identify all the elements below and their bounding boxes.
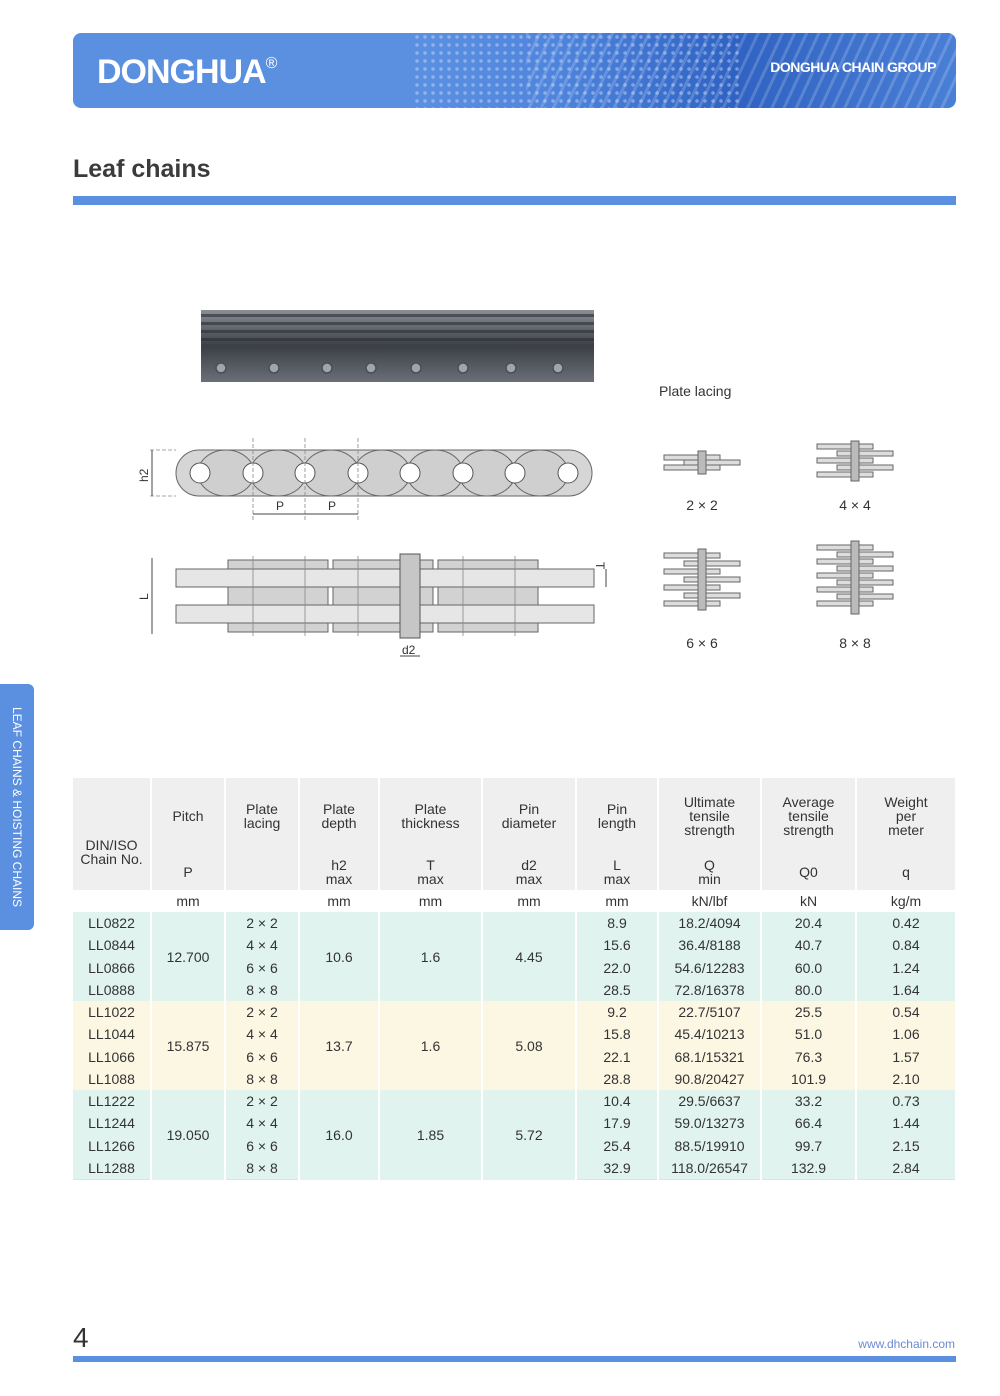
cell-pin-length: 32.9 (576, 1157, 658, 1180)
cell-lacing: 2 × 2 (225, 1090, 299, 1112)
cell-pin-length: 10.4 (576, 1090, 658, 1112)
cell-pitch: 19.050 (151, 1090, 225, 1180)
unit-pin-length: mm (576, 890, 658, 912)
symbol-lacing (225, 854, 299, 890)
header-banner (73, 33, 956, 108)
col-header-plate-depth: Plate depth (299, 778, 379, 854)
cell-chain-no: LL1044 (73, 1023, 151, 1045)
cell-pin-length: 9.2 (576, 1001, 658, 1023)
symbol-ultimate: Q min (658, 854, 761, 890)
cell-chain-no: LL1244 (73, 1112, 151, 1134)
group-name: DONGHUA CHAIN GROUP (770, 59, 936, 75)
cell-weight: 0.84 (856, 934, 956, 956)
plate-lacing-title: Plate lacing (659, 383, 732, 399)
symbol-thickness: T max (379, 854, 482, 890)
cell-weight: 1.06 (856, 1023, 956, 1045)
cell-ultimate: 88.5/19910 (658, 1135, 761, 1157)
lacing-8x8-diagram (815, 540, 895, 616)
cell-ultimate: 72.8/16378 (658, 979, 761, 1001)
cell-average: 66.4 (761, 1112, 856, 1134)
cell-ultimate: 118.0/26547 (658, 1157, 761, 1180)
lacing-2x2-label: 2 × 2 (686, 497, 718, 513)
cell-ultimate: 22.7/5107 (658, 1001, 761, 1023)
cell-lacing: 4 × 4 (225, 1112, 299, 1134)
cell-ultimate: 54.6/12283 (658, 957, 761, 979)
cell-thickness: 1.6 (379, 912, 482, 1001)
col-header-weight: Weight per meter (856, 778, 956, 854)
cell-weight: 2.10 (856, 1068, 956, 1090)
dim-label-l: L (137, 593, 151, 600)
cell-average: 20.4 (761, 912, 856, 934)
cell-pitch: 12.700 (151, 912, 225, 1001)
cell-pitch: 15.875 (151, 1001, 225, 1090)
cell-pin-length: 15.8 (576, 1023, 658, 1045)
cell-depth: 16.0 (299, 1090, 379, 1180)
cell-thickness: 1.85 (379, 1090, 482, 1180)
cell-ultimate: 59.0/13273 (658, 1112, 761, 1134)
unit-pitch: mm (151, 890, 225, 912)
unit-average: kN (761, 890, 856, 912)
symbol-weight: q (856, 854, 956, 890)
dim-label-p-1: P (276, 499, 285, 513)
cell-ultimate: 90.8/20427 (658, 1068, 761, 1090)
page-number: 4 (73, 1322, 89, 1353)
cell-lacing: 8 × 8 (225, 1068, 299, 1090)
unit-depth: mm (299, 890, 379, 912)
cell-chain-no: LL0844 (73, 934, 151, 956)
cell-chain-no: LL1222 (73, 1090, 151, 1112)
lacing-6x6-label: 6 × 6 (686, 635, 718, 651)
cell-pin-diameter: 5.08 (482, 1001, 576, 1090)
cell-chain-no: LL1088 (73, 1068, 151, 1090)
cell-lacing: 8 × 8 (225, 1157, 299, 1180)
cell-chain-no: LL0888 (73, 979, 151, 1001)
cell-weight: 2.84 (856, 1157, 956, 1180)
lacing-2x2-diagram (662, 450, 742, 476)
cell-average: 76.3 (761, 1046, 856, 1068)
cell-ultimate: 45.4/10213 (658, 1023, 761, 1045)
cell-ultimate: 29.5/6637 (658, 1090, 761, 1112)
website-link[interactable]: www.dhchain.com (858, 1337, 955, 1351)
cell-lacing: 6 × 6 (225, 1135, 299, 1157)
leaf-chain-spec-table (73, 778, 957, 1180)
cell-average: 132.9 (761, 1157, 856, 1180)
cell-weight: 1.64 (856, 979, 956, 1001)
title-divider (73, 196, 956, 205)
unit-thickness: mm (379, 890, 482, 912)
cell-lacing: 8 × 8 (225, 979, 299, 1001)
cell-pin-length: 22.0 (576, 957, 658, 979)
cell-weight: 2.15 (856, 1135, 956, 1157)
col-header-chain-no: DIN/ISO Chain No. (73, 778, 151, 890)
symbol-pitch: P (151, 854, 225, 890)
table-row (73, 1090, 956, 1112)
cell-pin-diameter: 5.72 (482, 1090, 576, 1180)
lacing-6x6-diagram (662, 548, 742, 612)
cell-lacing: 6 × 6 (225, 1046, 299, 1068)
cell-average: 25.5 (761, 1001, 856, 1023)
cell-pin-length: 28.5 (576, 979, 658, 1001)
donghua-logo: DONGHUA® (97, 53, 277, 91)
col-header-pitch: Pitch (151, 778, 225, 854)
cell-average: 80.0 (761, 979, 856, 1001)
cell-average: 40.7 (761, 934, 856, 956)
symbol-pin-diameter: d2 max (482, 854, 576, 890)
cell-pin-length: 17.9 (576, 1112, 658, 1134)
cell-ultimate: 36.4/8188 (658, 934, 761, 956)
lacing-8x8-label: 8 × 8 (839, 635, 871, 651)
unit-weight: kg/m (856, 890, 956, 912)
cell-pin-length: 22.1 (576, 1046, 658, 1068)
cell-lacing: 6 × 6 (225, 957, 299, 979)
unit-chain-no (73, 890, 151, 912)
page-title: Leaf chains (73, 155, 211, 183)
unit-lacing (225, 890, 299, 912)
cell-chain-no: LL0822 (73, 912, 151, 934)
unit-pin-diameter: mm (482, 890, 576, 912)
dim-label-p-2: P (328, 499, 337, 513)
cell-weight: 1.44 (856, 1112, 956, 1134)
cell-weight: 0.73 (856, 1090, 956, 1112)
col-header-plate-thickness: Plate thickness (379, 778, 482, 854)
cell-average: 51.0 (761, 1023, 856, 1045)
cell-chain-no: LL1266 (73, 1135, 151, 1157)
cell-chain-no: LL1066 (73, 1046, 151, 1068)
cell-thickness: 1.6 (379, 1001, 482, 1090)
cell-average: 33.2 (761, 1090, 856, 1112)
dim-label-h2: h2 (137, 468, 151, 482)
cell-lacing: 4 × 4 (225, 1023, 299, 1045)
cell-lacing: 2 × 2 (225, 912, 299, 934)
col-header-pin-length: Pin length (576, 778, 658, 854)
cell-pin-length: 15.6 (576, 934, 658, 956)
chain-side-view-drawing (130, 430, 610, 530)
cell-average: 101.9 (761, 1068, 856, 1090)
cell-weight: 0.54 (856, 1001, 956, 1023)
cell-chain-no: LL1022 (73, 1001, 151, 1023)
lacing-4x4-diagram (815, 440, 895, 484)
table-row (73, 1001, 956, 1023)
col-header-plate-lacing: Plate lacing (225, 778, 299, 854)
cell-pin-length: 28.8 (576, 1068, 658, 1090)
col-header-average-strength: Average tensile strength (761, 778, 856, 854)
unit-ultimate: kN/lbf (658, 890, 761, 912)
chain-top-view-drawing (130, 548, 610, 668)
footer-divider (73, 1356, 956, 1362)
cell-chain-no: LL1288 (73, 1157, 151, 1180)
col-header-pin-diameter: Pin diameter (482, 778, 576, 854)
cell-chain-no: LL0866 (73, 957, 151, 979)
cell-depth: 10.6 (299, 912, 379, 1001)
side-section-tab[interactable] (0, 684, 34, 930)
symbol-pin-length: L max (576, 854, 658, 890)
cell-ultimate: 18.2/4094 (658, 912, 761, 934)
cell-weight: 1.24 (856, 957, 956, 979)
cell-lacing: 2 × 2 (225, 1001, 299, 1023)
cell-average: 60.0 (761, 957, 856, 979)
cell-ultimate: 68.1/15321 (658, 1046, 761, 1068)
cell-weight: 0.42 (856, 912, 956, 934)
cell-depth: 13.7 (299, 1001, 379, 1090)
cell-average: 99.7 (761, 1135, 856, 1157)
lacing-4x4-label: 4 × 4 (839, 497, 871, 513)
col-header-ultimate-strength: Ultimate tensile strength (658, 778, 761, 854)
table-row (73, 912, 956, 934)
cell-pin-length: 8.9 (576, 912, 658, 934)
side-tab-label: LEAF CHAINS & HOISTING CHAINS (10, 706, 24, 908)
cell-lacing: 4 × 4 (225, 934, 299, 956)
symbol-depth: h2 max (299, 854, 379, 890)
symbol-average: Q0 (761, 854, 856, 890)
dim-label-d2: d2 (402, 643, 416, 657)
cell-weight: 1.57 (856, 1046, 956, 1068)
cell-pin-length: 25.4 (576, 1135, 658, 1157)
cell-pin-diameter: 4.45 (482, 912, 576, 1001)
dim-label-t: T (593, 562, 607, 570)
leaf-chain-photo (201, 300, 594, 392)
